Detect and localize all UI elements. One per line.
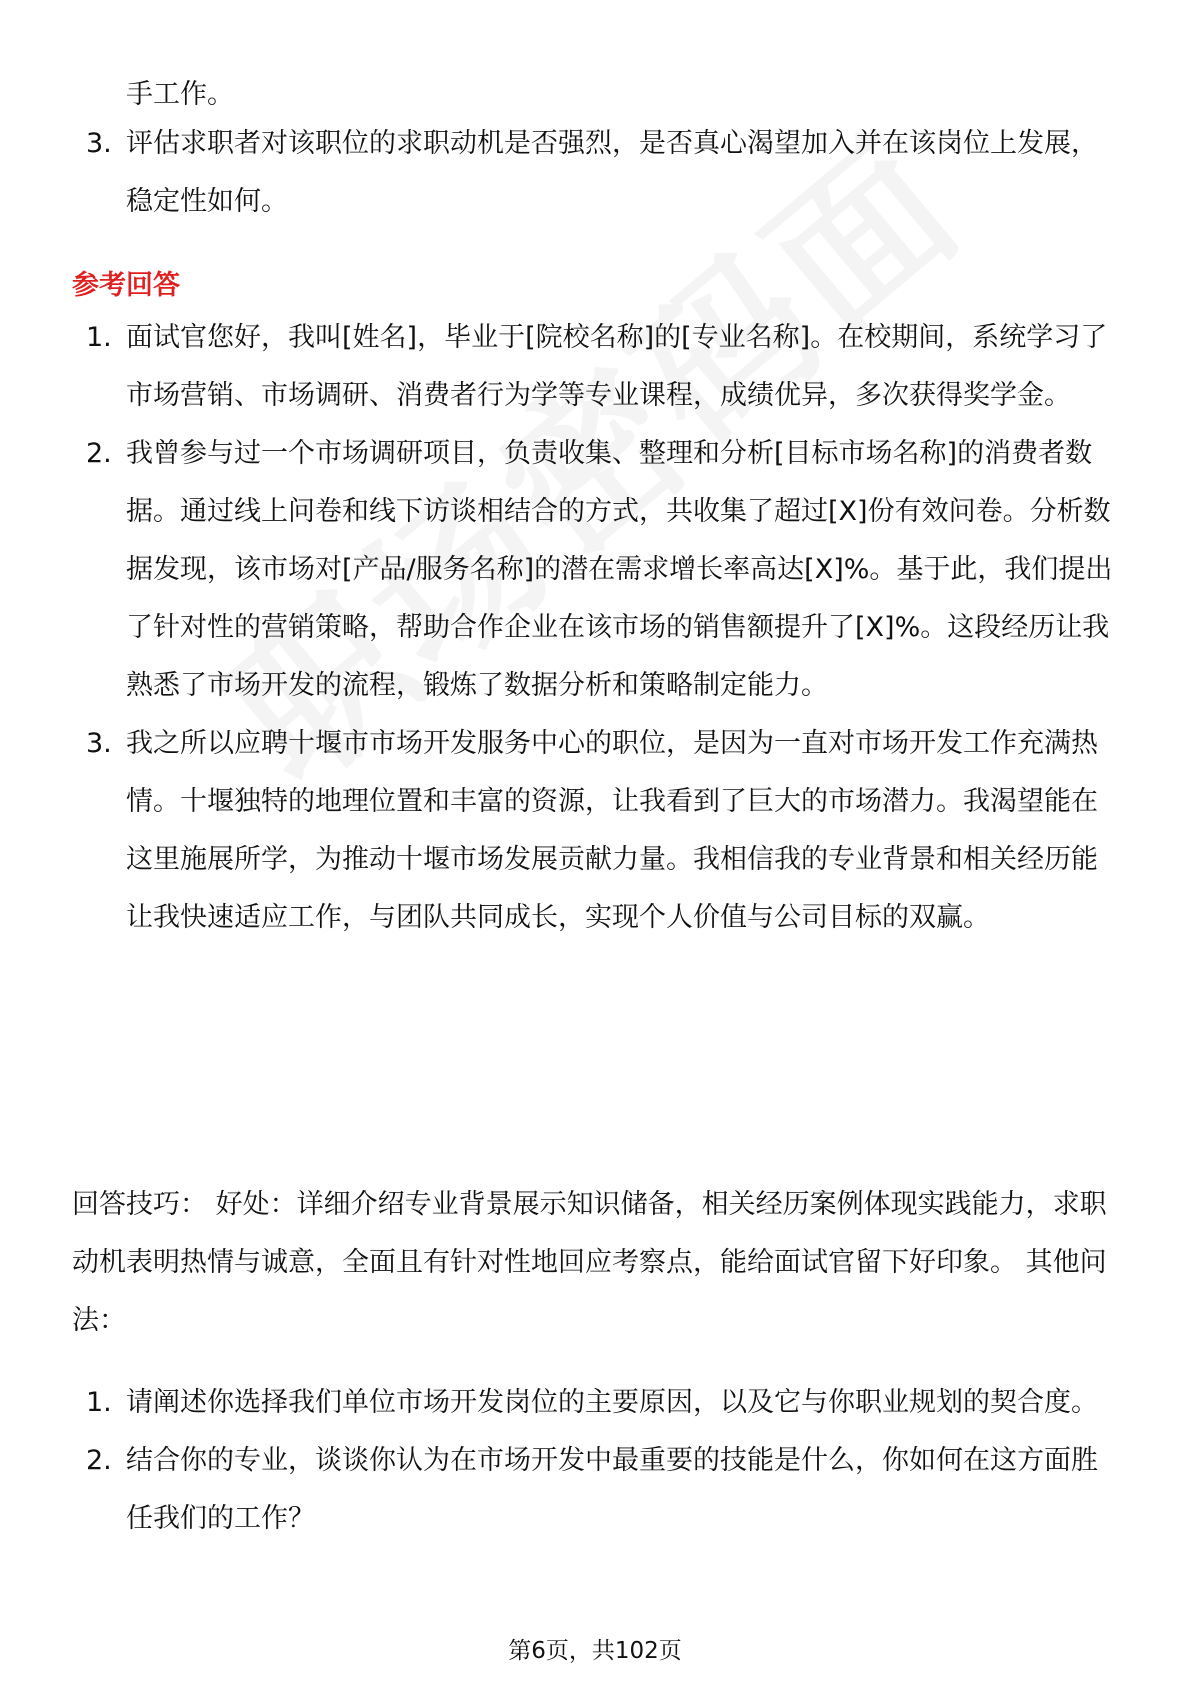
list-number: 1.	[86, 1387, 112, 1418]
list-item-text: 我曾参与过一个市场调研项目，负责收集、整理和分析[目标市场名称]的消费者数据。通过线上问卷和线下访谈相结合的方式，共收集了超过[X]份有效问卷。分析数据发现，该市场对[产品/服务名称]的潜在需求增长率高达[X]%。基于此，我们提出了针对性的营销策略，帮助合作企业在该市场的销售额提升了[X]%。这段经历让我熟悉了市场开发的流程，锻炼了数据分析和策略制定能力。	[126, 438, 1113, 701]
list-item-text: 评估求职者对该职位的求职动机是否强烈，是否真心渴望加入并在该岗位上发展，稳定性如何。	[126, 128, 1098, 217]
answer-list	[72, 309, 1122, 947]
list-item	[72, 115, 1122, 231]
list-item	[72, 715, 1122, 947]
intro-list	[72, 115, 1122, 231]
answer-tips-paragraph: 回答技巧： 好处：详细介绍专业背景展示知识储备，相关经历案例体现实践能力，求职动机表明热情与诚意，全面且有针对性地回应考察点，能给面试官留下好印象。 其他问法：	[72, 1189, 1107, 1336]
list-number: 1.	[86, 322, 112, 353]
list-item-text: 我之所以应聘十堰市市场开发服务中心的职位，是因为一直对市场开发工作充满热情。十堰独特的地理位置和丰富的资源，让我看到了巨大的市场潜力。我渴望能在这里施展所学，为推动十堰市场发展贡献力量。我相信我的专业背景和相关经历能让我快速适应工作，与团队共同成长，实现个人价值与公司目标的双赢。	[126, 728, 1098, 933]
list-number: 2.	[86, 438, 112, 469]
list-number: 3.	[86, 128, 112, 159]
alternative-questions-list	[72, 1374, 1122, 1548]
list-item	[72, 1432, 1122, 1548]
list-item-text: 面试官您好，我叫[姓名]，毕业于[院校名称]的[专业名称]。在校期间，系统学习了市场营销、市场调研、消费者行为学等专业课程，成绩优异，多次获得奖学金。	[126, 322, 1108, 411]
continued-text: 手工作。	[126, 79, 234, 110]
list-item-text: 请阐述你选择我们单位市场开发岗位的主要原因，以及它与你职业规划的契合度。	[126, 1387, 1098, 1418]
list-number: 3.	[86, 728, 112, 759]
list-item	[72, 425, 1122, 715]
list-number: 2.	[86, 1445, 112, 1476]
page-number-footer: 第6页，共102页	[508, 1638, 682, 1664]
list-item	[72, 309, 1122, 425]
list-item-text: 结合你的专业，谈谈你认为在市场开发中最重要的技能是什么，你如何在这方面胜任我们的工作？	[126, 1445, 1098, 1534]
section-heading: 参考回答	[72, 270, 180, 301]
list-item	[72, 1374, 1122, 1432]
